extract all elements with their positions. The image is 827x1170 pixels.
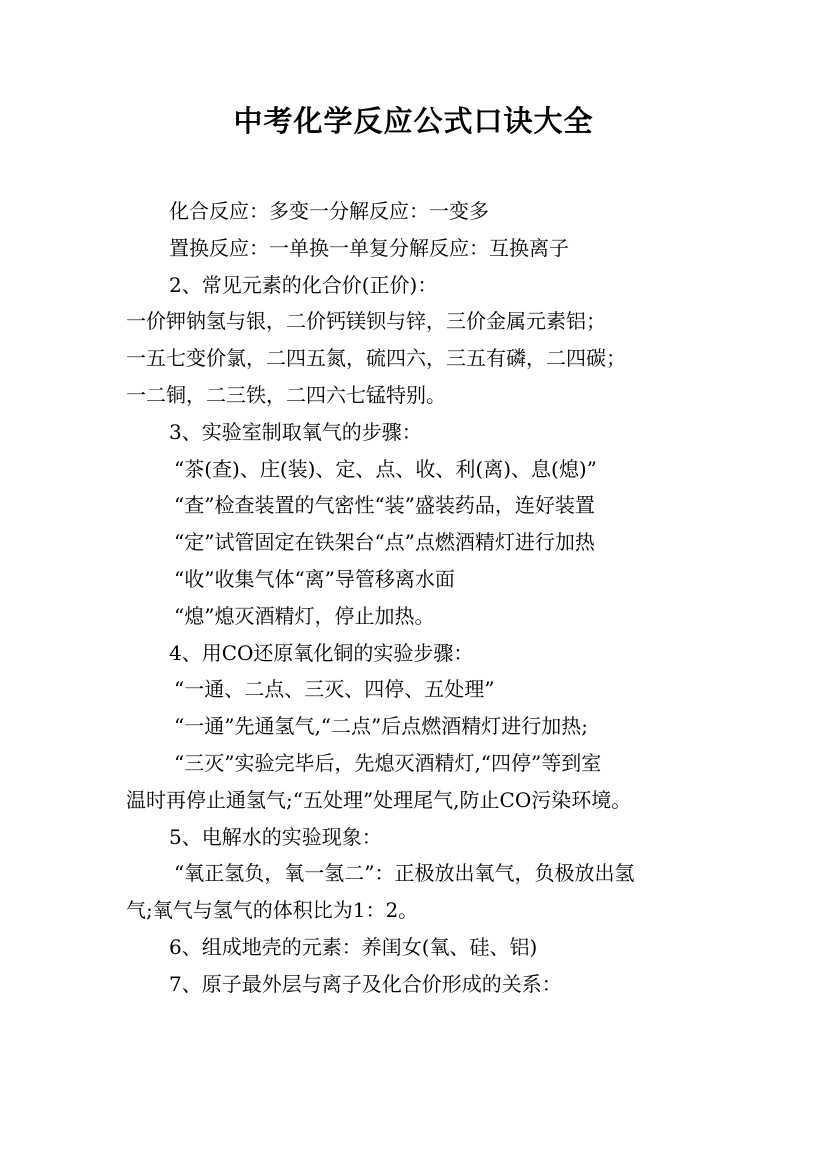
text-line: 一五七变价氯，二四五氮，硫四六，三五有磷，二四碳； xyxy=(126,346,626,371)
text-line: 气;氧气与氢气的体积比为1：2。 xyxy=(126,898,419,923)
text-line: “一通、二点、三灭、四停、五处理” xyxy=(174,677,495,702)
text-line: 2、常见元素的化合价(正价)： xyxy=(169,272,438,297)
text-line: 7、原子最外层与离子及化合价形成的关系： xyxy=(169,971,562,996)
text-line: “氧正氢负，氧一氢二”：正极放出氧气，负极放出氢 xyxy=(174,861,635,886)
text-line: “定”试管固定在铁架台“点”点燃酒精灯进行加热 xyxy=(174,530,595,555)
text-line: “三灭”实验完毕后，先熄灭酒精灯,“四停”等到室 xyxy=(174,750,602,775)
text-line: 化合反应：多变一分解反应：一变多 xyxy=(169,199,489,223)
text-line: 温时再停止通氢气;“五处理”处理尾气,防止CO污染环境。 xyxy=(126,787,632,812)
text-line: 一二铜，二三铁，二四六七锰特别。 xyxy=(126,382,446,407)
text-line: “收”收集气体“离”导管移离水面 xyxy=(174,566,455,591)
text-line: 置换反应：一单换一单复分解反应：互换离子 xyxy=(169,235,569,260)
text-line: “茶(查)、庄(装)、定、点、收、利(离)、息(熄)” xyxy=(174,456,597,481)
text-line: 3、实验室制取氧气的步骤： xyxy=(169,419,422,444)
text-line: 4、用CO还原氧化铜的实验步骤： xyxy=(169,640,474,665)
text-line: 6、组成地壳的元素：养闺女(氧、硅、铝) xyxy=(169,934,538,959)
document-body xyxy=(126,193,704,1003)
text-line: “一通”先通氢气,“二点”后点燃酒精灯进行加热; xyxy=(174,714,588,739)
text-line: “查”检查装置的气密性“装”盛装药品，连好装置 xyxy=(174,493,595,518)
text-line: 5、电解水的实验现象： xyxy=(169,824,382,849)
text-line: “熄”熄灭酒精灯，停止加热。 xyxy=(174,603,435,628)
text-line: 一价钾钠氢与银，二价钙镁钡与锌，三价金属元素铝； xyxy=(126,309,606,334)
document-title: 中考化学反应公式口诀大全 xyxy=(233,104,594,138)
